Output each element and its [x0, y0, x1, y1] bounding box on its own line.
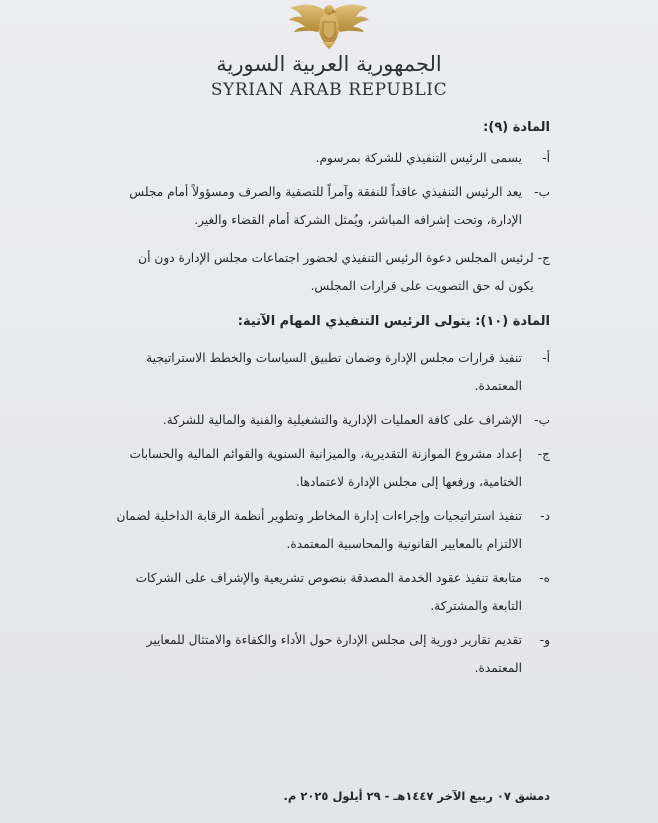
article-10-item: [114, 406, 550, 434]
item-text: يعد الرئيس التنفيذي عاقداً للنفقة وآمراً للتصفية والصرف ومسؤولاً أمام مجلس الإدارة، وتحت إشرافه المباشر، ويُمثل الشركة أمام القضاء والغير.: [129, 185, 522, 227]
item-marker: ج-: [537, 251, 550, 265]
item-text: متابعة تنفيذ عقود الخدمة المصدقة بنصوص تشريعية والإشراف على الشركات التابعة والمشتركة.: [135, 571, 522, 613]
republic-name-english: SYRIAN ARAB REPUBLIC: [210, 80, 448, 100]
article-9-item: [114, 144, 550, 172]
item-marker: ب-: [534, 413, 550, 427]
item-marker: أ-: [542, 151, 550, 165]
article-10-item: [114, 564, 550, 620]
item-text: تنفيذ قرارات مجلس الإدارة وضمان تطبيق السياسات والخطط الاستراتيجية المعتمدة.: [146, 351, 522, 393]
item-marker: ب-: [534, 185, 550, 199]
article-9-item: [114, 178, 550, 234]
article-9-title: المادة (٩):: [483, 120, 550, 135]
item-marker: ج-: [537, 447, 550, 461]
item-text: تقديم تقارير دورية إلى مجلس الإدارة حول الأداء والكفاءة والامتثال للمعايير المعتمدة.: [146, 633, 522, 675]
letterhead: [0, 0, 658, 110]
decree-body: [114, 112, 550, 682]
item-marker: و-: [539, 633, 550, 647]
item-text: يسمى الرئيس التنفيذي للشركة بمرسوم.: [315, 151, 522, 165]
item-marker: د-: [540, 509, 550, 523]
item-text: الإشراف على كافة العمليات الإدارية والتشغيلية والفنية والمالية للشركة.: [162, 413, 522, 427]
article-10-item: [114, 440, 550, 496]
date-line: دمشق ٠٧ ربيع الآخر ١٤٤٧هـ - ٢٩ أيلول ٢٠٢٥ م.: [283, 789, 550, 803]
item-text: تنفيذ استراتيجيات وإجراءات إدارة المخاطر وتطوير أنظمة الرقابة الداخلية لضمان الالتزام بالمعايير القانونية والمحاسبية المعتمدة.: [116, 509, 522, 551]
republic-name-arabic: الجمهورية العربية السورية: [216, 52, 442, 76]
article-10-item: [114, 344, 550, 400]
eagle-emblem-icon: [286, 0, 372, 50]
article-10-title: المادة (١٠): يتولى الرئيس التنفيذي المهام الآتية:: [237, 314, 550, 329]
item-text: لرئيس المجلس دعوة الرئيس التنفيذي لحضور اجتماعات مجلس الإدارة دون أن يكون له حق التصويت على قرارات المجلس.: [138, 251, 534, 293]
item-marker: أ-: [542, 351, 550, 365]
article-10-item: [114, 502, 550, 558]
item-marker: ه-: [539, 571, 550, 585]
article-9-item: [114, 244, 550, 300]
item-text: إعداد مشروع الموازنة التقديرية، والميزانية السنوية والقوائم المالية والحسابات الختامية، ورفعها إلى مجلس الإدارة لاعتمادها.: [129, 447, 522, 489]
article-10-item: [114, 626, 550, 682]
